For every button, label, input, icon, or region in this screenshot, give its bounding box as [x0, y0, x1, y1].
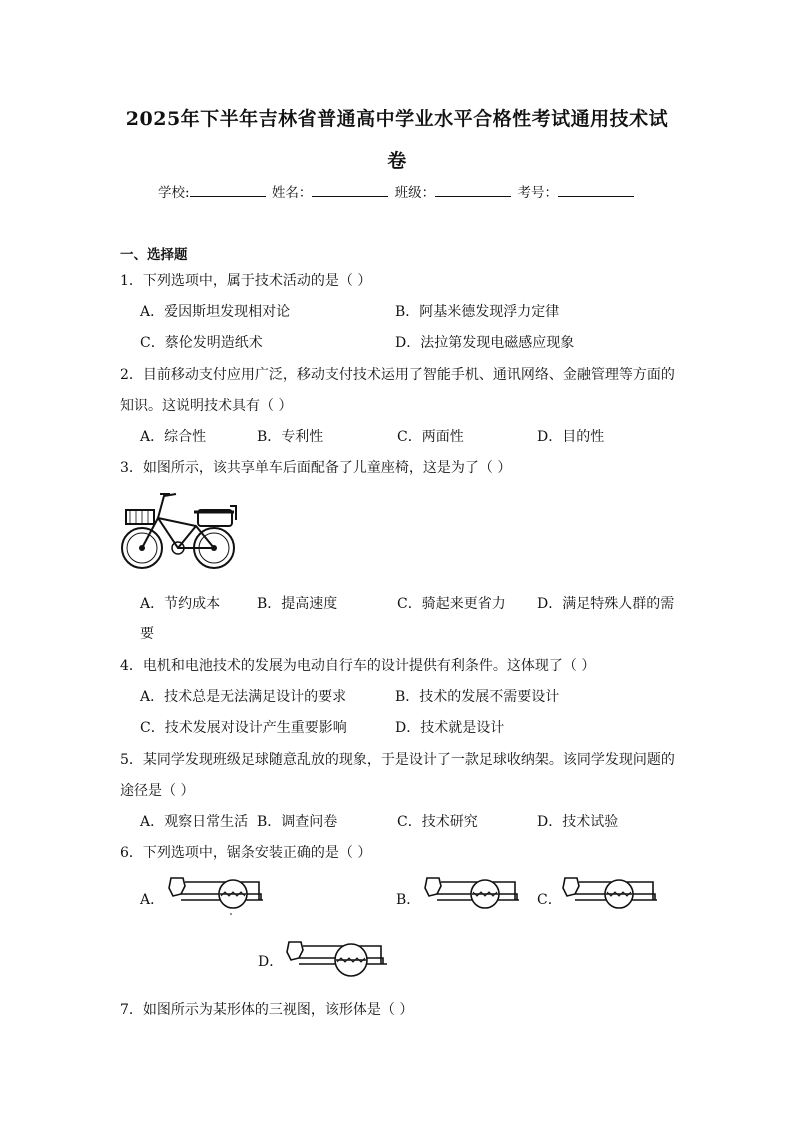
q6-stem: 6．下列选项中，锯条安装正确的是（ ） [120, 845, 372, 861]
q4-option-d[interactable]: D．技术就是设计 [395, 720, 505, 736]
class-label: 班级： [394, 185, 436, 201]
name-blank[interactable] [312, 184, 388, 197]
q3-option-d[interactable]: D．满足特殊人群的需 [537, 596, 675, 612]
q1-option-d[interactable]: D．法拉第发现电磁感应现象 [395, 335, 575, 351]
q3-option-b[interactable]: B．提高速度 [257, 596, 338, 612]
q1-option-b[interactable]: B．阿基米德发现浮力定律 [395, 304, 560, 320]
q6-option-b[interactable]: B． [396, 892, 421, 908]
q1-option-a[interactable]: A．爱因斯坦发现相对论 [140, 304, 291, 320]
q3-option-c[interactable]: C．骑起来更省力 [397, 596, 506, 612]
school-blank[interactable] [190, 184, 266, 197]
exam-title-line2: 卷 [387, 150, 407, 172]
shared-bicycle-image [118, 490, 240, 572]
q1-option-c[interactable]: C．蔡伦发明造纸术 [140, 335, 263, 351]
hacksaw-c-image [557, 874, 663, 916]
q5-stem-line2: 途径是（ ） [120, 783, 195, 799]
school-label: 学校: [158, 185, 190, 201]
q2-option-a[interactable]: A．综合性 [140, 429, 207, 445]
q2-option-b[interactable]: B．专利性 [257, 429, 324, 445]
q3-stem: 3．如图所示，该共享单车后面配备了儿童座椅，这是为了（ ） [120, 460, 512, 476]
exam-no-blank[interactable] [558, 184, 634, 197]
q2-option-d[interactable]: D．目的性 [537, 429, 605, 445]
section-title: 一、选择题 [120, 247, 188, 263]
q6-option-d[interactable]: D． [258, 954, 284, 970]
hacksaw-a-image [163, 874, 269, 916]
q7-stem: 7．如图所示为某形体的三视图，该形体是（ ） [120, 1002, 414, 1018]
q5-option-d[interactable]: D．技术试验 [537, 814, 619, 830]
q4-stem: 4．电机和电池技术的发展为电动自行车的设计提供有利条件。这体现了（ ） [120, 658, 596, 674]
q4-option-b[interactable]: B．技术的发展不需要设计 [395, 689, 560, 705]
q6-option-c[interactable]: C． [537, 892, 562, 908]
q5-option-c[interactable]: C．技术研究 [397, 814, 478, 830]
class-blank[interactable] [435, 184, 511, 197]
q3-option-d-wrap: 要 [140, 626, 154, 642]
hacksaw-b-image [419, 874, 525, 916]
q6-option-a[interactable]: A． [140, 892, 165, 908]
q3-option-a[interactable]: A．节约成本 [140, 596, 221, 612]
q2-stem-line1: 2．目前移动支付应用广泛，移动支付技术运用了智能手机、通讯网络、金融管理等方面的 [120, 367, 675, 383]
q2-option-c[interactable]: C．两面性 [397, 429, 464, 445]
exam-title-line1: 2025年下半年吉林省普通高中学业水平合格性考试通用技术试 [125, 108, 669, 130]
q4-option-c[interactable]: C．技术发展对设计产生重要影响 [140, 720, 347, 736]
q5-option-a[interactable]: A．观察日常生活 [140, 814, 249, 830]
name-label: 姓名： [271, 185, 313, 201]
q5-stem-line1: 5．某同学发现班级足球随意乱放的现象，于是设计了一款足球收纳架。该同学发现问题的 [120, 752, 675, 768]
q2-stem-line2: 知识。这说明技术具有（ ） [120, 398, 293, 414]
q4-option-a[interactable]: A．技术总是无法满足设计的要求 [140, 689, 347, 705]
student-info-row [0, 181, 794, 201]
q5-option-b[interactable]: B．调查问卷 [257, 814, 338, 830]
exam-no-label: 考号： [517, 185, 558, 201]
q1-stem: 1．下列选项中，属于技术活动的是（ ） [120, 273, 372, 289]
hacksaw-d-image [281, 936, 393, 982]
